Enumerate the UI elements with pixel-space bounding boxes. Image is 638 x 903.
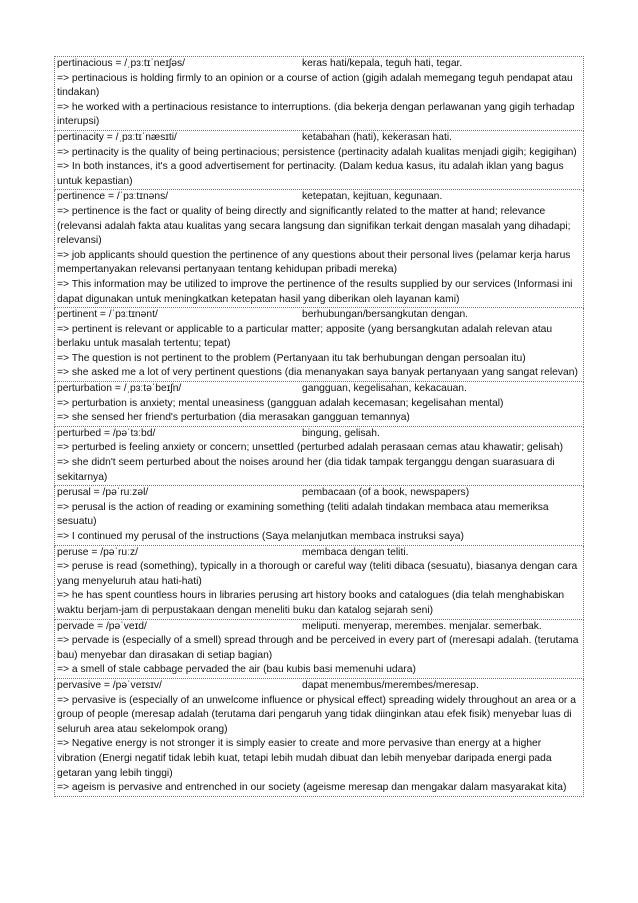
- entry-term: pertinent = /ˈpɜːtɪnənt/: [57, 309, 158, 321]
- glossary-document: [54, 56, 584, 797]
- entry-header: [57, 620, 581, 635]
- entry-example-line: => peruse is read (something), typically in a thorough or careful way (teliti dibaca (sesuatu), biasanya dengan cara yang menyeluruh atau hati-hati): [57, 561, 581, 587]
- entry-example-line: => This information may be utilized to improve the pertinence of the results supplied by our services (Informasi ini dapat digunakan untuk meningkatkan ketepatan hasil yang diberikan oleh layanan kami): [57, 278, 576, 305]
- entry-example-line: => pertinacious is holding firmly to an opinion or a course of action (gigih adalah memegang teguh pendapat atau tindakan): [57, 72, 576, 99]
- glossary-entry: [54, 679, 584, 797]
- entry-term: perturbed = /pəˈtɜːbd/: [57, 427, 156, 439]
- entry-meaning: pembacaan (of a book, newspapers): [302, 487, 470, 499]
- entry-term: peruse = /pəˈruːz/: [57, 546, 138, 558]
- entry-example-line: => Negative energy is not stronger it is simply easier to create and more pervasive than energy at a higher vibration (Energi negatif tidak lebih kuat, tetapi lebih mudah dibuat dan lebih menyebar daripada energi pada getaran yang lebih tinggi): [57, 738, 555, 779]
- entry-example-line: => The question is not pertinent to the problem (Pertanyaan itu tak berhubungan dengan persoalan itu): [57, 352, 526, 364]
- glossary-entry: [54, 620, 584, 679]
- entry-term: perturbation = /ˌpɜːtəˈbeɪʃn/: [57, 383, 182, 395]
- glossary-entry: [54, 382, 584, 427]
- entry-meaning: dapat menembus/merembes/meresap.: [302, 679, 479, 691]
- entry-example-line: => pervade is (especially of a smell) spread through and be perceived in every part of (meresapi adalah. (terutama bau) menyebar dan dirasakan di setiap bagian): [57, 635, 582, 661]
- entry-header: [57, 546, 581, 561]
- entry-example-line: => he worked with a pertinacious resistance to interruptions. (dia bekerja dengan perlawanan yang gigih terhadap interupsi): [57, 101, 578, 128]
- entry-example-line: => job applicants should question the pertinence of any questions about their personal lives (pelamar kerja harus mempertanyakan relevansi pertanyaan tentang kehidupan pribadi mereka): [57, 249, 574, 276]
- entry-header: [57, 308, 581, 323]
- entry-meaning: ketepatan, kejituan, kegunaan.: [302, 191, 443, 203]
- entry-example-line: => perturbation is anxiety; mental uneasiness (gangguan adalah kecemasan; kegelisahan mental): [57, 397, 504, 409]
- entry-header: [57, 486, 581, 501]
- entry-example-line: => a smell of stale cabbage pervaded the air (bau kubis basi memenuhi udara): [57, 664, 416, 676]
- glossary-entry: [54, 131, 584, 190]
- glossary-entry: [54, 56, 584, 131]
- entry-meaning: membaca dengan teliti.: [302, 546, 409, 558]
- entry-example-line: => pervasive is (especially of an unwelcome influence or physical effect) spreading widely throughout an area or a group of people (meresap adalah (terutama dari pengaruh yang tidak diinginkan atau efek fisik) menyebar luas di seluruh area atau sekelompok orang): [57, 694, 579, 735]
- entry-meaning: bingung, gelisah.: [302, 427, 380, 439]
- entry-example-line: => pertinacity is the quality of being pertinacious; persistence (pertinacity adalah kualitas menjadi gigih; kegigihan): [57, 146, 577, 158]
- entry-term: pertinacious = /ˌpɜːtɪˈneɪʃəs/: [57, 58, 185, 69]
- entry-example-line: => In both instances, it's a good advertisement for pertinacity. (Dalam kedua kasus, itu adalah iklan yang bagus untuk kepastian): [57, 161, 567, 187]
- entry-example-line: => pertinent is relevant or applicable to a particular matter; apposite (yang bersangkutan adalah relevan atau berlaku untuk masalah tertentu; tepat): [57, 323, 556, 350]
- entry-example-line: => she didn't seem perturbed about the noises around her (dia tidak tampak terganggu dengan suarasuara di sekitarnya): [57, 457, 558, 483]
- entry-header: [57, 131, 581, 146]
- entry-term: pervade = /pəˈveɪd/: [57, 620, 147, 632]
- entry-example-line: => ageism is pervasive and entrenched in our society (ageisme meresap dan mengakar dalam masyarakat kita): [57, 782, 567, 794]
- entry-example-line: => she sensed her friend's perturbation (dia merasakan gangguan temannya): [57, 412, 410, 424]
- entry-meaning: meliputi. menyerap, merembes. menjalar. semerbak.: [302, 620, 542, 632]
- entry-example-line: => I continued my perusal of the instructions (Saya melanjutkan membaca instruksi saya): [57, 531, 464, 542]
- glossary-entry: [54, 190, 584, 308]
- entry-header: [57, 679, 581, 694]
- glossary-entry: [54, 308, 584, 382]
- entry-header: [57, 382, 581, 397]
- glossary-entry: [54, 546, 584, 620]
- entry-example-line: => she asked me a lot of very pertinent questions (dia menanyakan saya banyak pertanyaan yang sangat relevan): [57, 367, 578, 379]
- entry-header: [57, 190, 581, 205]
- entry-meaning: gangguan, kegelisahan, kekacauan.: [302, 383, 467, 395]
- entry-example-line: => pertinence is the fact or quality of being directly and significantly related to the matter at hand; relevance (relevansi adalah fakta atau kualitas yang secara langsung dan signifikan terkait dengan masalah yang dihadapi; relevansi): [57, 205, 574, 247]
- entry-term: pertinacity = /ˌpɜːtɪˈnæsɪti/: [57, 131, 177, 143]
- entry-meaning: keras hati/kepala, teguh hati, tegar.: [302, 58, 463, 69]
- glossary-entry: [54, 427, 584, 486]
- entry-term: pervasive = /pəˈveɪsɪv/: [57, 679, 162, 691]
- entry-header: [57, 427, 581, 442]
- entry-example-line: => he has spent countless hours in libraries perusing art history books and catalogues (dia telah menghabiskan waktu berjam-jam di perpustakaan dengan meneliti buku dan katalog sejarah seni): [57, 590, 568, 616]
- entry-term: pertinence = /ˈpɜːtɪnəns/: [57, 191, 169, 203]
- entry-meaning: ketabahan (hati), kekerasan hati.: [302, 131, 452, 143]
- glossary-entry: [54, 486, 584, 545]
- entry-header: [57, 57, 581, 72]
- entry-example-line: => perusal is the action of reading or examining something (teliti adalah tindakan membaca atau memeriksa sesuatu): [57, 501, 552, 528]
- entry-term: perusal = /pəˈruːzəl/: [57, 487, 149, 499]
- entry-example-line: => perturbed is feeling anxiety or concern; unsettled (perturbed adalah perasaan cemas atau khawatir; gelisah): [57, 442, 563, 454]
- entry-meaning: berhubungan/bersangkutan dengan.: [302, 309, 469, 321]
